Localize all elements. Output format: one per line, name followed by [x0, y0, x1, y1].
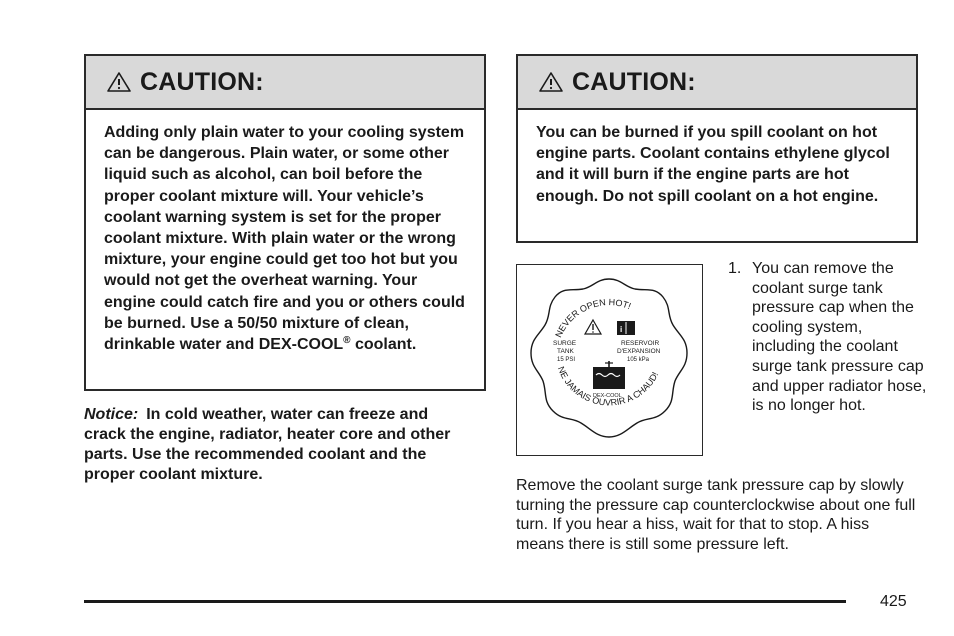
step-text: You can remove the coolant surge tank pressure cap when the cooling system, including the coolant surge tank pressure cap and upper radiator hose, is no longer hot. [752, 260, 927, 415]
step-1 [728, 259, 928, 416]
warning-triangle-icon [106, 71, 132, 93]
caution-title: CAUTION: [572, 67, 696, 96]
left-caution-main: Adding only plain water to your cooling system can be dangerous. Plain water, or some other liquid such as alcohol, can boil before the proper coolant mixture will. Your vehicle’s coolant warning system is set for the proper coolant mixture. With plain water or the wrong mixture, your engine could get too hot but you would not get the overheat warning. Your engine could catch fire and you or others could be burned. Use a 50/50 mixture of clean, drinkable water and DEX-COOL [104, 124, 465, 354]
pressure-cap-illustration [516, 264, 703, 456]
registered-mark: ® [343, 335, 351, 347]
left-caution-header [86, 56, 484, 110]
notice-label: Notice: [84, 406, 139, 423]
right-caution-text: You can be burned if you spill coolant on hot engine parts. Coolant contains ethylene glycol and it will burn if the engine parts are hot enough. Do not spill coolant on a hot engine. [536, 124, 890, 205]
svg-text:i: i [620, 325, 623, 334]
pressure-cap-drawing [517, 265, 701, 454]
left-caution-end: coolant. [350, 336, 417, 354]
step-number: 1. [728, 260, 742, 277]
instruction-paragraph: Remove the coolant surge tank pressure cap by slowly turning the pressure cap counterclockwise about one full turn. If you hear a hiss, wait for that to stop. A hiss means there is still some pressure left. [516, 477, 916, 553]
reservoir-label: RESERVOIR [621, 340, 660, 347]
coolant-level-icon [593, 361, 625, 389]
left-caution-box [84, 54, 486, 391]
left-caution-text [86, 110, 484, 369]
right-caution-header [518, 56, 916, 110]
arc-bottom-text: NE JAMAIS OUVRIR A CHAUD! [555, 365, 661, 408]
caution-title: CAUTION: [140, 67, 264, 96]
notice-text: In cold weather, water can freeze and crack the engine, radiator, heater core and other parts. Use the recommended coolant and the proper coolant mixture. [84, 406, 451, 483]
manual-book-icon [617, 321, 635, 335]
notice-paragraph [84, 405, 464, 485]
surge-label: SURGE [553, 340, 577, 347]
psi-label: 15 PSI [557, 357, 576, 363]
arc-top-text: NEVER OPEN HOT! [553, 297, 633, 339]
warning-triangle-icon [585, 320, 601, 334]
dexcool-label: DEX-COOL [593, 393, 622, 399]
warning-triangle-icon [538, 71, 564, 93]
tank-label: TANK [557, 348, 574, 355]
expansion-label: D'EXPANSION [617, 348, 661, 355]
kpa-label: 105 kPa [627, 357, 650, 363]
footer-rule [84, 600, 846, 603]
page-number: 425 [880, 593, 907, 610]
right-caution-box [516, 54, 918, 243]
